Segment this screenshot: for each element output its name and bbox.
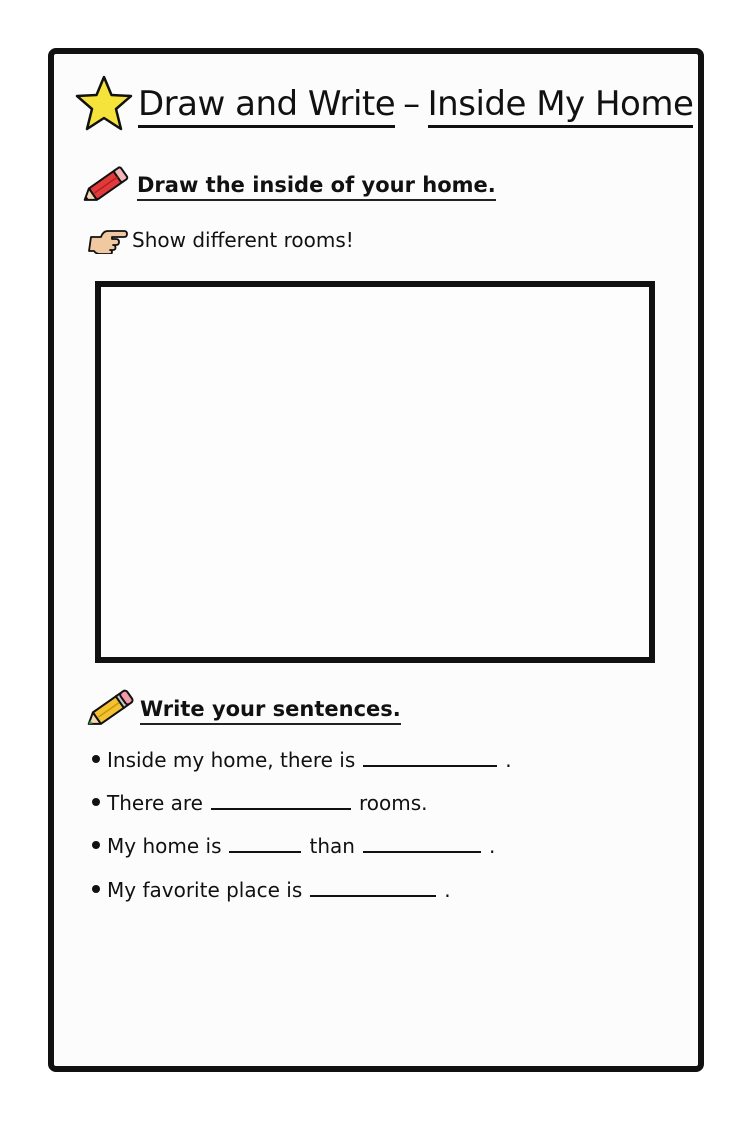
draw-hint: Show different rooms! [132,228,354,252]
sentence-1-end: . [505,748,512,772]
sentence-3 [92,834,495,858]
title-separator: – [403,84,420,124]
pointing-hand-icon [88,228,128,254]
title-part-2: Inside My Home [428,84,694,128]
sentence-4-end: . [444,878,451,902]
bullet-icon [92,885,100,893]
sentence-3-blank-2[interactable] [363,837,481,853]
bullet-icon [92,755,100,763]
sentence-3-middle: than [309,834,355,858]
sentence-2-end: rooms. [359,791,428,815]
sentence-1-blank[interactable] [363,751,497,767]
draw-section-heading: Draw the inside of your home. [137,173,496,201]
page-title [138,84,693,124]
sentence-3-blank-1[interactable] [229,837,301,853]
sentence-4-blank[interactable] [310,881,436,897]
sentence-3-text: My home is [107,834,222,858]
sentence-2 [92,791,428,815]
sentence-4-text: My favorite place is [107,878,303,902]
bullet-icon [92,841,100,849]
drawing-area[interactable] [95,281,655,663]
red-pencil-icon [80,162,132,208]
sentence-4 [92,878,451,902]
sentence-2-text: There are [107,791,203,815]
yellow-pencil-icon [84,686,136,732]
sentence-1-text: Inside my home, there is [107,748,356,772]
sentence-3-end: . [488,834,496,858]
title-part-1: Draw and Write [138,84,395,128]
bullet-icon [92,798,100,806]
sentence-1 [92,748,512,772]
sentence-2-blank[interactable] [211,794,351,810]
write-section-heading: Write your sentences. [140,697,401,725]
star-icon [74,74,134,134]
